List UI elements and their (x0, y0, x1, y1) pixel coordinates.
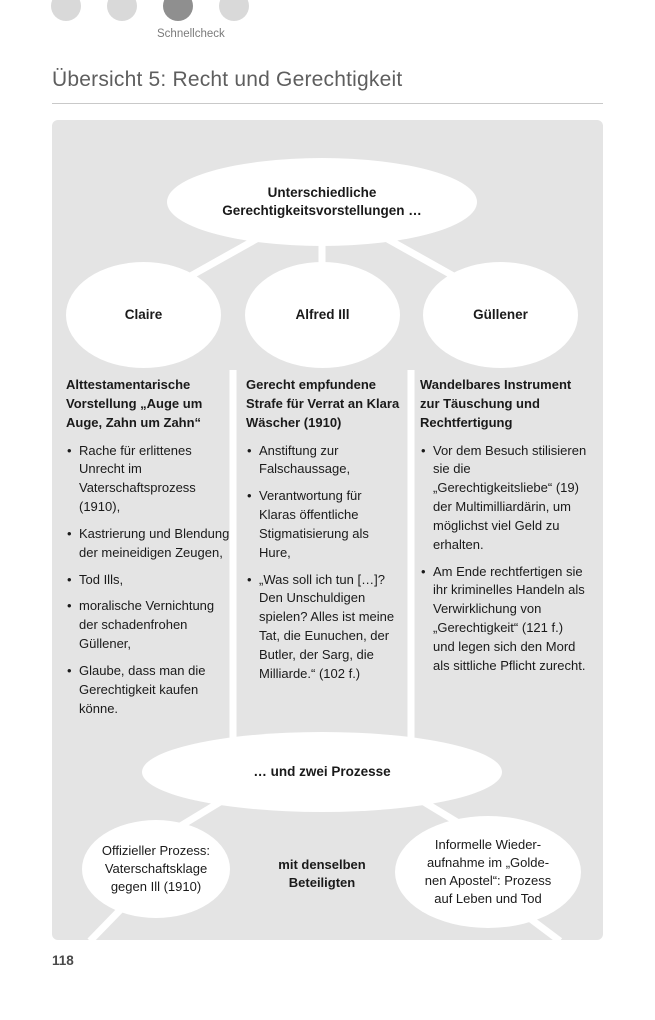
node-line: Informelle Wieder- (434, 836, 542, 852)
bullet-item: • Anstiftung zur Falschaussage, (246, 442, 402, 480)
bullet-item: • moralische Vernichtung der schadenfrohen Güllener, (66, 597, 230, 654)
node-two-processes: … und zwei Prozesse (142, 732, 502, 812)
label-line: mit denselben (278, 857, 366, 872)
schnellcheck-label: Schnellcheck (157, 28, 225, 40)
column-alfred-ill (246, 376, 402, 692)
node-line: Offizieller Prozess: (101, 842, 211, 858)
bullet-item: • Kastrierung und Blendung der meineidigen Zeugen, (66, 525, 230, 563)
page-number: 118 (52, 953, 74, 968)
bullet-item: • „Was soll ich tun […]? Den Unschuldigen spielen? Alles ist meine Tat, die Eunuchen, der Butler, der Sarg, die Milliarde.“ (102 f.) (246, 571, 402, 684)
progress-dots (51, 0, 249, 21)
bullet-list (420, 442, 587, 676)
node-official-process (82, 820, 230, 918)
progress-dot-1 (51, 0, 81, 21)
bullet-item: • Vor dem Besuch stilisieren sie die „Gerechtigkeitsliebe“ (19) der Multimilliardärin, um möglichst viel Geld zu erhalten. (420, 442, 587, 555)
column-heading: Gerecht empfundene Strafe für Verrat an Klara Wäscher (1910) (246, 377, 400, 430)
progress-dot-2 (107, 0, 137, 21)
node-line: Unterschiedliche (267, 184, 377, 200)
page-title: Übersicht 5: Recht und Gerechtigkeit (52, 68, 403, 91)
node-line: aufnahme im „Golde- (426, 854, 550, 870)
node-justice-conceptions (167, 158, 477, 246)
node-alfred-ill: Alfred Ill (245, 262, 400, 368)
node-line: Vaterschaftsklage (104, 860, 208, 876)
bullet-list (66, 442, 230, 719)
node-line: Gerechtigkeitsvorstellungen … (222, 203, 422, 218)
node-informal-retrial (395, 816, 581, 928)
node-line: auf Leben und Tod (434, 891, 542, 907)
label-line: Beteiligten (288, 875, 356, 891)
same-participants-label (247, 856, 397, 892)
bullet-item: • Rache für erlittenes Unrecht im Vaterschaftsprozess (1910), (66, 442, 230, 517)
bullet-item: • Verantwortung für Klaras öffentliche Stigmatisierung als Hure, (246, 487, 402, 562)
column-heading: Alttestamentarische Vorstellung „Auge um Auge, Zahn um Zahn“ (66, 377, 203, 430)
diagram-panel (52, 120, 603, 940)
progress-dot-3-schnellcheck (163, 0, 193, 21)
bullet-item: • Am Ende rechtfertigen sie ihr kriminelles Handeln als Verwirklichung von „Gerechtigkeit“ (121 f.) und legen sich den Mord als sittliche Pflicht zurecht. (420, 563, 587, 676)
bullet-item: • Tod Ills, (66, 571, 230, 590)
bullet-list (246, 442, 402, 684)
node-guellener: Güllener (423, 262, 578, 368)
node-claire: Claire (66, 262, 221, 368)
bullet-item: • Glaube, dass man die Gerechtigkeit kaufen könne. (66, 662, 230, 719)
column-heading: Wandelbares Instrument zur Täuschung und Rechtfertigung (420, 377, 572, 430)
progress-dot-4 (219, 0, 249, 21)
column-guellener (420, 376, 587, 684)
node-line: nen Apostel“: Prozess (424, 873, 552, 888)
node-line: gegen Ill (1910) (110, 879, 202, 895)
column-claire (66, 376, 230, 727)
title-divider (52, 103, 603, 104)
